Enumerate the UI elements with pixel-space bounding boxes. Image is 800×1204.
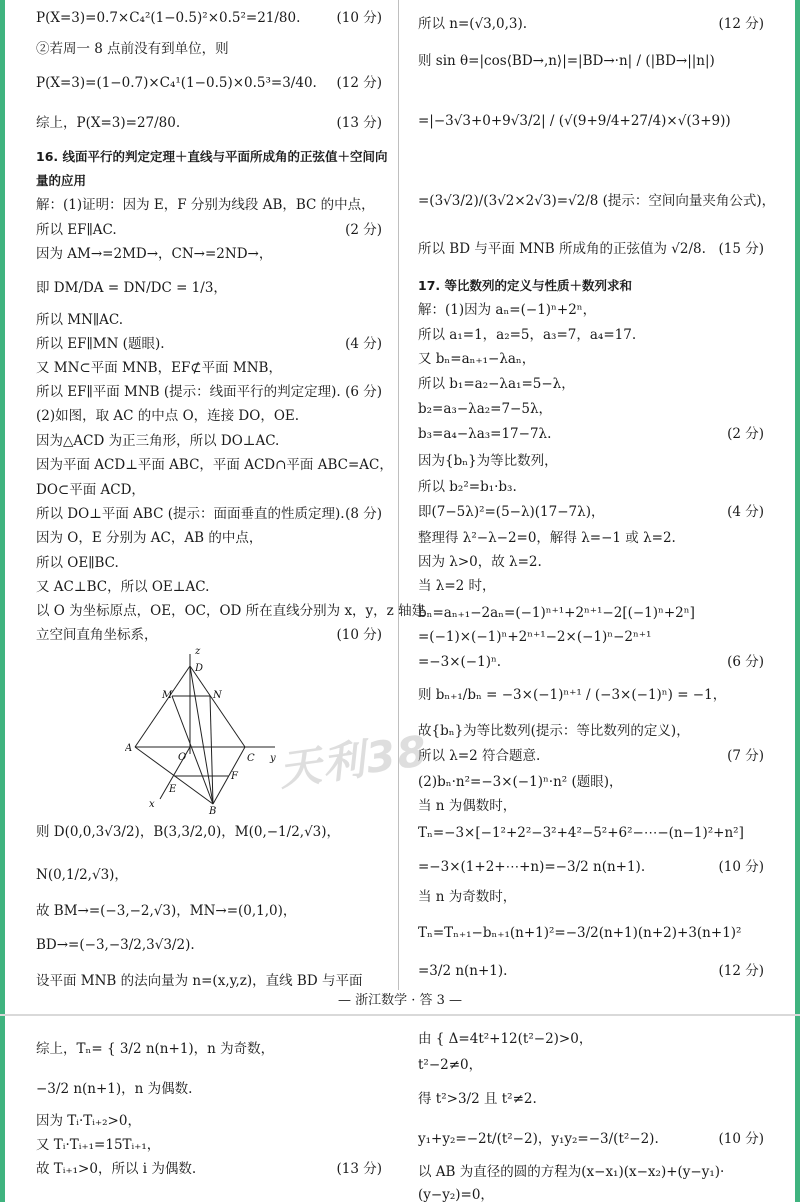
solution-line: [418, 924, 764, 942]
figure-point-label: z: [195, 646, 201, 657]
solution-line: [418, 577, 764, 595]
line-text: 当 n 为偶数时，: [418, 798, 517, 814]
solution-line: [418, 1056, 764, 1074]
figure-point-label: y: [270, 753, 276, 764]
line-text: 解：(1)因为 aₙ=(−1)ⁿ+2ⁿ，: [418, 302, 597, 318]
solution-line: [36, 1112, 382, 1130]
segment-mb: [172, 696, 213, 804]
line-text: ②若周一 8 点前没有到单位，则: [36, 41, 229, 57]
line-text: 所以 a₁=1，a₂=5，a₃=7，a₄=17.: [418, 327, 637, 343]
solution-line: [36, 505, 382, 523]
solution-line: [418, 824, 764, 842]
solution-line: [418, 112, 764, 130]
line-text: 得 t²>3/2 且 t²≠2.: [418, 1091, 537, 1107]
line-text: N(0,1/2,√3)，: [36, 867, 128, 883]
line-text: Tₙ=Tₙ₊₁−bₙ₊₁(n+1)²=−3/2(n+1)(n+2)+3(n+1)²: [418, 925, 742, 941]
line-text: bₙ=aₙ₊₁−2aₙ=(−1)ⁿ⁺¹+2ⁿ⁺¹−2[(−1)ⁿ+2ⁿ]: [418, 605, 695, 621]
score-mark: (2 分): [345, 222, 382, 238]
solution-line: [36, 311, 382, 329]
solution-line: [418, 1090, 764, 1108]
line-text: (2)如图，取 AC 的中点 O，连接 DO，OE.: [36, 408, 300, 424]
score-mark: (10 分): [718, 1131, 764, 1147]
solution-line: [36, 823, 382, 841]
figure-point-label: B: [209, 806, 217, 814]
line-text: 即 DM/DA = DN/DC = 1/3，: [36, 280, 227, 296]
line-text: P(X=3)=0.7×C₄²(1−0.5)²×0.5²=21/80.: [36, 10, 301, 26]
solution-line: [36, 74, 382, 92]
score-mark: (8 分): [345, 506, 382, 522]
coordinate-figure: [125, 644, 285, 814]
line-text: 则 D(0,0,3√3/2)，B(3,3/2,0)，M(0,−1/2,√3)，: [36, 824, 341, 840]
solution-line: [36, 245, 382, 263]
solution-line: [418, 553, 764, 571]
line-text: Tₙ=−3×[−1²+2²−3²+4²−5²+6²−⋯−(n−1)²+n²]: [418, 825, 744, 841]
solution-line: [418, 192, 776, 210]
solution-line: [36, 1136, 382, 1154]
score-mark: (13 分): [336, 115, 382, 131]
solution-line: [36, 1040, 382, 1058]
figure-point-label: M: [162, 690, 173, 701]
score-mark: (10 分): [336, 10, 382, 26]
line-text: 设平面 MNB 的法向量为 n=(x,y,z)，直线 BD 与平面: [36, 973, 363, 989]
solution-line: [36, 279, 382, 297]
line-text: 则 bₙ₊₁/bₙ = −3×(−1)ⁿ⁺¹ / (−3×(−1)ⁿ) = −1，: [418, 687, 727, 703]
line-text: 又 Tᵢ·Tᵢ₊₁=15Tᵢ₊₁，: [36, 1137, 161, 1153]
solution-line: [36, 221, 382, 239]
solution-line: [418, 301, 764, 319]
solution-line: [36, 196, 382, 214]
line-text: P(X=3)=(1−0.7)×C₄¹(1−0.5)×0.5³=3/40.: [36, 75, 317, 91]
line-text: 所以 EF∥MN (题眼).: [36, 336, 165, 352]
line-text: 所以 EF∥AC.: [36, 222, 117, 238]
figure-point-label: N: [213, 690, 222, 701]
line-text: 因为 λ>0，故 λ=2.: [418, 554, 542, 570]
line-text: 故 Tᵢ₊₁>0，所以 i 为偶数.: [36, 1161, 197, 1177]
solution-line: [418, 747, 764, 765]
solution-line: [418, 503, 764, 521]
solution-line: [36, 40, 382, 58]
score-mark: (12 分): [718, 16, 764, 32]
solution-line: [418, 628, 764, 646]
score-mark: (4 分): [345, 336, 382, 352]
solution-line: [418, 653, 764, 671]
solution-line: [418, 888, 764, 906]
solution-line: [418, 797, 764, 815]
line-text: 所以 λ=2 符合题意.: [418, 748, 541, 764]
solution-line: [418, 1030, 764, 1048]
score-mark: (2 分): [727, 426, 764, 442]
line-text: 因为平面 ACD⊥平面 ABC，平面 ACD∩平面 ABC=AC，: [36, 457, 393, 473]
solution-line: [418, 400, 764, 418]
line-text: =(3√3/2)/(3√2×2√3)=√2/8 (提示：空间向量夹角公式)，: [418, 193, 776, 209]
line-text: 故 BM→=(−3,−2,√3)，MN→=(0,1,0)，: [36, 903, 297, 919]
solution-line: [36, 866, 382, 884]
solution-line: [36, 578, 382, 596]
line-text: 因为 O，E 分别为 AC，AB 的中点，: [36, 530, 263, 546]
solution-line: [36, 335, 382, 353]
solution-line: [418, 686, 764, 704]
column-divider: [398, 0, 399, 990]
line-text: 所以 DO⊥平面 ABC (提示：面面垂直的性质定理).: [36, 506, 345, 522]
figure-point-label: C: [247, 753, 255, 764]
solution-line: [36, 626, 382, 644]
line-text: =(−1)×(−1)ⁿ+2ⁿ⁺¹−2×(−1)ⁿ−2ⁿ⁺¹: [418, 629, 652, 645]
figure-point-label: D: [195, 663, 204, 674]
line-text: 又 bₙ=aₙ₊₁−λaₙ，: [418, 351, 536, 367]
solution-line: [418, 962, 764, 980]
line-text: 又 MN⊂平面 MNB，EF⊄平面 MNB，: [36, 360, 282, 376]
solution-line: [418, 375, 764, 393]
line-text: =3/2 n(n+1).: [418, 963, 508, 979]
score-mark: (10 分): [336, 627, 382, 643]
solution-line: [418, 326, 764, 344]
score-mark: (12 分): [718, 963, 764, 979]
line-text: 所以 EF∥平面 MNB (提示：线面平行的判定定理).: [36, 384, 341, 400]
line-text: 所以 MN∥AC.: [36, 312, 124, 328]
solution-line: [36, 432, 382, 450]
score-mark: (6 分): [345, 384, 382, 400]
solution-line: [418, 858, 764, 876]
solution-line: [418, 1130, 764, 1148]
score-mark: (10 分): [718, 859, 764, 875]
line-text: 则 sin θ=|cos⟨BD→,n⟩|=|BD→·n| / (|BD→||n|): [418, 53, 715, 69]
solution-line: [36, 114, 382, 132]
solution-line: [36, 383, 382, 401]
solution-line: [36, 602, 426, 620]
solution-line: [36, 554, 382, 572]
page-footer: — 浙江数学 · 答 3 —: [337, 993, 463, 1008]
solution-line: [418, 452, 764, 470]
solution-line: [36, 407, 382, 425]
solution-line: [418, 1163, 764, 1181]
solution-line: [36, 902, 382, 920]
figure-point-label: E: [169, 784, 177, 795]
line-text: 因为 Tᵢ·Tᵢ₊₂>0，: [36, 1113, 141, 1129]
line-text: 当 λ=2 时，: [418, 578, 496, 594]
line-text: t²−2≠0，: [418, 1057, 483, 1073]
line-text: b₃=a₄−λa₃=17−7λ.: [418, 426, 552, 442]
line-text: 所以 b₂²=b₁·b₃.: [418, 479, 517, 495]
line-text: 综上，P(X=3)=27/80.: [36, 115, 181, 131]
solution-line: [36, 456, 393, 474]
line-text: DO⊂平面 ACD，: [36, 482, 145, 498]
solution-line: [418, 425, 764, 443]
line-text: 故{bₙ}为等比数列(提示：等比数列的定义)，: [418, 723, 690, 739]
right-edge-bar: [795, 0, 800, 1202]
line-text: 整理得 λ²−λ−2=0，解得 λ=−1 或 λ=2.: [418, 530, 676, 546]
line-text: =|−3√3+0+9√3/2| / (√(9+9/4+27/4)×√(3+9)): [418, 113, 731, 129]
line-text: 当 n 为奇数时，: [418, 889, 517, 905]
line-text: 综上，Tₙ= { 3/2 n(n+1)，n 为奇数，: [36, 1041, 275, 1057]
score-mark: (4 分): [727, 504, 764, 520]
line-text: 即(7−5λ)²=(5−λ)(17−7λ)，: [418, 504, 605, 520]
solution-line: [36, 1080, 382, 1098]
line-text: 因为 AM→=2MD→，CN→=2ND→，: [36, 246, 273, 262]
line-text: 所以 OE∥BC.: [36, 555, 119, 571]
watermark: 天利38: [275, 725, 432, 796]
figure-point-label: A: [125, 743, 133, 754]
solution-line: [418, 1186, 764, 1204]
solution-line: [418, 52, 764, 70]
line-text: 所以 b₁=a₂−λa₁=5−λ，: [418, 376, 575, 392]
solution-line: [36, 481, 382, 499]
line-text: 又 AC⊥BC，所以 OE⊥AC.: [36, 579, 210, 595]
score-mark: (7 分): [727, 748, 764, 764]
solution-line: [36, 529, 382, 547]
solution-line: [36, 9, 382, 27]
score-mark: (12 分): [336, 75, 382, 91]
solution-line: [36, 972, 382, 990]
figure-point-label: O: [178, 752, 187, 763]
line-text: −3/2 n(n+1)，n 为偶数.: [36, 1081, 193, 1097]
solution-line: [418, 773, 764, 791]
line-text: 以 AB 为直径的圆的方程为(x−x₁)(x−x₂)+(y−y₁)·: [418, 1164, 725, 1180]
edge-db: [190, 666, 213, 804]
score-mark: (15 分): [718, 241, 764, 257]
solution-line: [418, 478, 764, 496]
left-edge-bar: [0, 0, 5, 1202]
solution-line: [418, 15, 764, 33]
line-text: =−3×(−1)ⁿ.: [418, 654, 502, 670]
section-heading: 量的应用: [36, 173, 87, 188]
line-text: 解：(1)证明：因为 E，F 分别为线段 AB，BC 的中点，: [36, 197, 375, 213]
line-text: 所以 n=(√3,0,3).: [418, 16, 528, 32]
line-text: 由 { Δ=4t²+12(t²−2)>0，: [418, 1031, 593, 1047]
line-text: (y−y₂)=0，: [418, 1187, 494, 1203]
line-text: 因为△ACD 为正三角形，所以 DO⊥AC.: [36, 433, 280, 449]
section-heading: 17. 等比数列的定义与性质＋数列求和: [418, 278, 632, 293]
line-text: 以 O 为坐标原点，OE，OC，OD 所在直线分别为 x，y，z 轴建: [36, 603, 426, 619]
solution-line: [36, 359, 382, 377]
solution-line: [418, 604, 764, 622]
line-text: y₁+y₂=−2t/(t²−2)，y₁y₂=−3/(t²−2).: [418, 1131, 659, 1147]
line-text: =−3×(1+2+⋯+n)=−3/2 n(n+1).: [418, 859, 646, 875]
solution-line: [418, 529, 764, 547]
solution-line: [418, 722, 764, 740]
line-text: 所以 BD 与平面 MNB 所成角的正弦值为 √2/8.: [418, 241, 706, 257]
solution-line: [418, 350, 764, 368]
line-text: 因为{bₙ}为等比数列，: [418, 453, 558, 469]
figure-point-label: x: [149, 799, 155, 810]
page-separator: [0, 1014, 800, 1016]
figure-point-label: F: [231, 771, 238, 782]
solution-line: [418, 240, 764, 258]
line-text: b₂=a₃−λa₂=7−5λ，: [418, 401, 553, 417]
edge-da: [135, 666, 190, 747]
line-text: BD→=(−3,−3/2,3√3/2).: [36, 937, 195, 953]
section-heading: 16. 线面平行的判定定理＋直线与平面所成角的正弦值＋空间向: [36, 149, 388, 164]
solution-line: [36, 1160, 382, 1178]
line-text: 立空间直角坐标系，: [36, 627, 158, 643]
score-mark: (13 分): [336, 1161, 382, 1177]
edge-dc: [190, 666, 245, 747]
line-text: (2)bₙ·n²=−3×(−1)ⁿ·n² (题眼)，: [418, 774, 623, 790]
score-mark: (6 分): [727, 654, 764, 670]
solution-line: [36, 936, 382, 954]
